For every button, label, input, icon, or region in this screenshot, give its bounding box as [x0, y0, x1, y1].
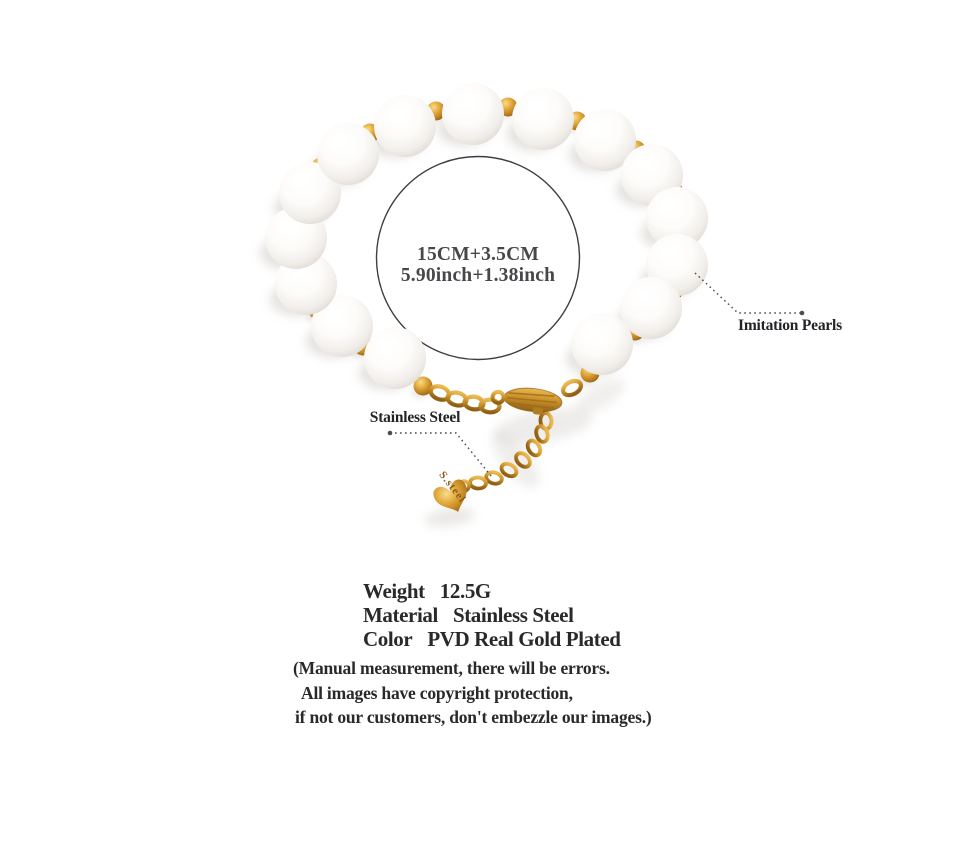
- pearl: [374, 95, 436, 157]
- detail-row-weight: [363, 579, 621, 603]
- pearl-highlight: [634, 289, 652, 303]
- pearl: [442, 83, 504, 145]
- pearl: [317, 123, 379, 185]
- pearl-highlight: [388, 107, 406, 121]
- pearl-highlight: [588, 121, 606, 135]
- measurement-text: [401, 244, 555, 286]
- pearl-highlight: [456, 95, 474, 109]
- pearl-highlight: [331, 135, 349, 149]
- disclaimer-line: if not our customers, don't embezzle our images.): [295, 707, 652, 727]
- clasp-loop: [492, 391, 504, 403]
- leader-dot-imitation: [800, 311, 805, 316]
- detail-value: PVD Real Gold Plated: [427, 627, 621, 651]
- extender-chain-link: [470, 477, 487, 489]
- detail-value: Stainless Steel: [452, 603, 574, 627]
- pearl: [364, 327, 426, 389]
- product-details: [363, 579, 621, 651]
- detail-row-material: [363, 603, 621, 627]
- leader-line-imitation: [695, 273, 802, 313]
- disclaimer: [293, 656, 652, 730]
- chain-link: [561, 378, 584, 398]
- measurement-inch: 5.90inch+1.38inch: [400, 265, 556, 286]
- label-imitation-pearls: Imitation Pearls: [738, 317, 842, 334]
- pearl-highlight: [635, 156, 653, 170]
- pearl-highlight: [325, 307, 343, 321]
- tag-engraving: S.steel: [436, 469, 469, 506]
- pearl-highlight: [293, 174, 311, 188]
- disclaimer-line: (Manual measurement, there will be errors.: [293, 658, 610, 678]
- pearl-highlight: [526, 100, 544, 114]
- detail-row-color: [363, 627, 621, 651]
- disclaimer-line: All images have copyright protection,: [301, 682, 573, 703]
- label-stainless-steel: Stainless Steel: [369, 409, 461, 426]
- detail-value: 12.5G: [439, 579, 491, 603]
- detail-label: Color: [363, 627, 413, 651]
- pearl-highlight: [660, 199, 678, 213]
- pearl: [571, 313, 633, 375]
- detail-label: Weight: [363, 579, 425, 603]
- detail-label: Material: [363, 603, 438, 627]
- leader-line-stainless: [390, 433, 492, 477]
- leader-dot-stainless: [388, 431, 393, 436]
- pearl: [512, 88, 574, 150]
- clasp-trigger: [533, 407, 544, 415]
- measurement-cm: 15CM+3.5CM: [417, 244, 539, 265]
- pearl-highlight: [378, 339, 396, 353]
- pearl-highlight: [279, 219, 297, 233]
- pearl-highlight: [660, 246, 678, 260]
- pearl-highlight: [585, 325, 603, 339]
